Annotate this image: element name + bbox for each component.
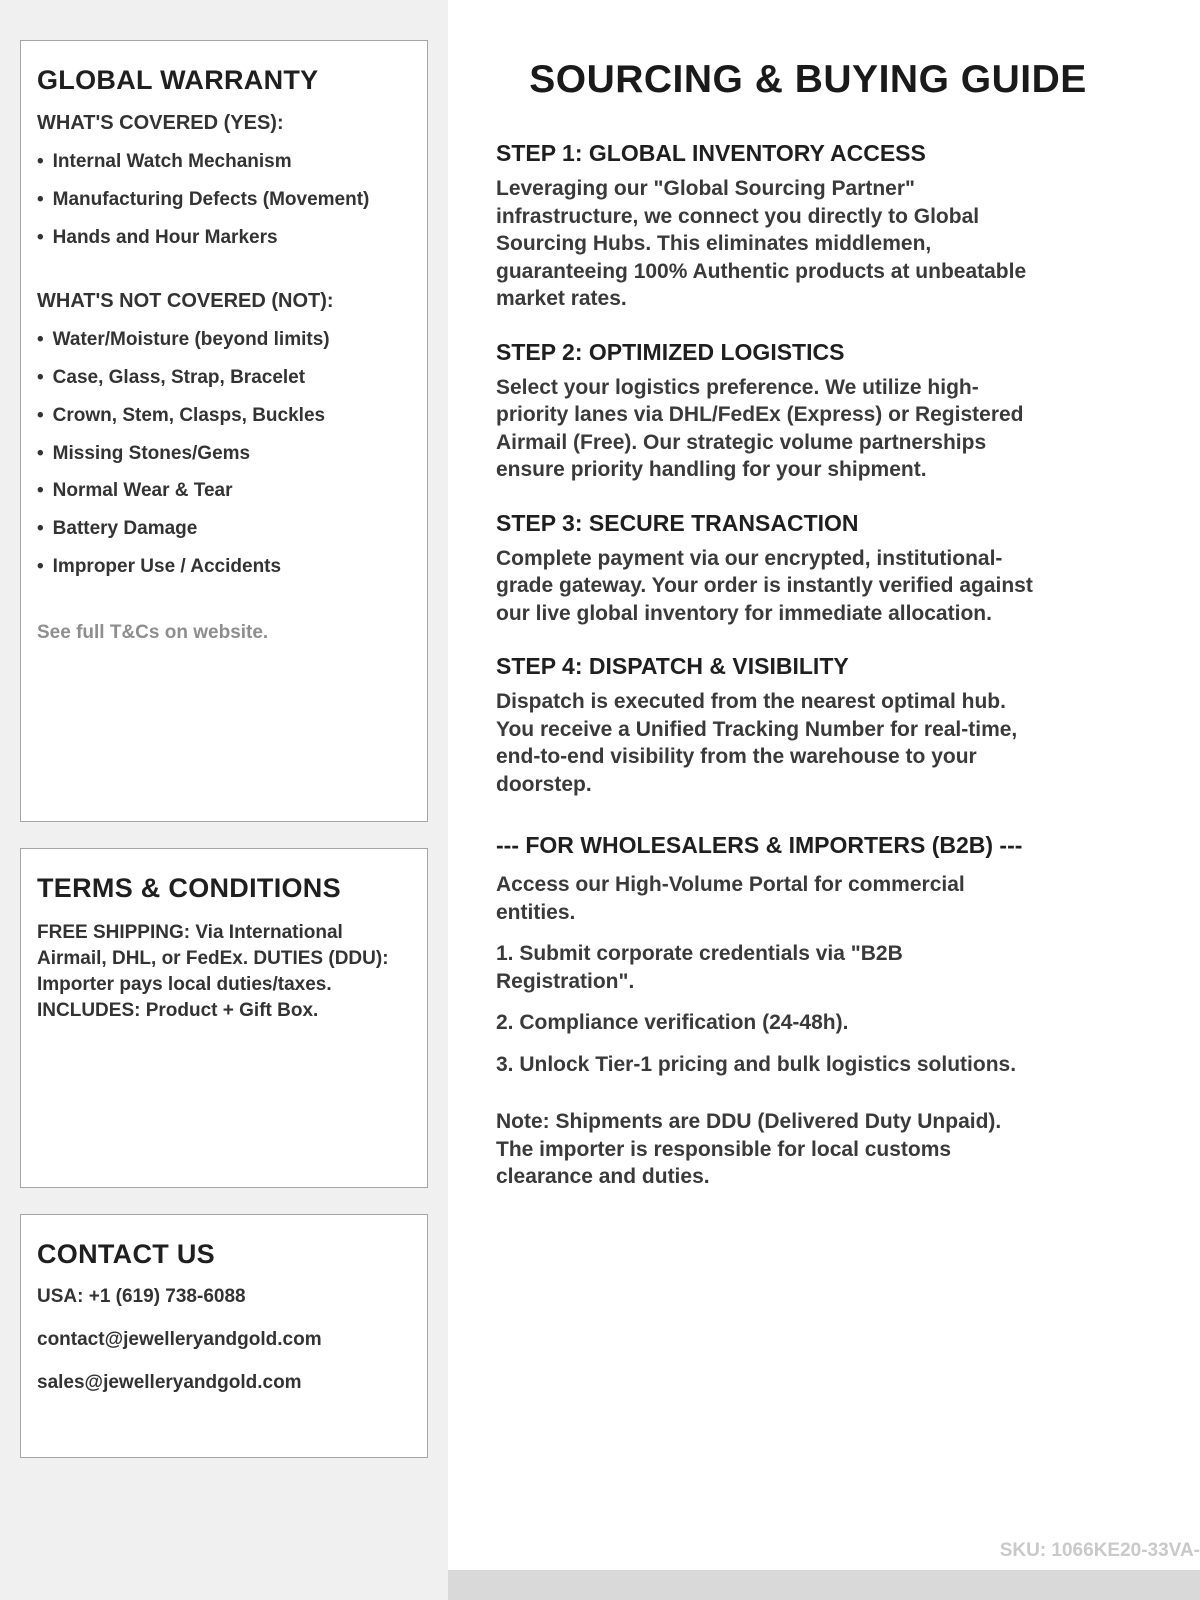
step-heading: STEP 4: DISPATCH & VISIBILITY — [496, 653, 849, 679]
contact-title: CONTACT US — [37, 1239, 215, 1269]
warranty-title: GLOBAL WARRANTY — [37, 65, 319, 95]
list-item: • Case, Glass, Strap, Bracelet — [37, 359, 411, 397]
not-covered-heading: WHAT'S NOT COVERED (NOT): — [37, 290, 334, 313]
sku-label: SKU: 1066KE20-33VA- — [999, 1540, 1200, 1561]
footer-bar — [448, 1570, 1200, 1600]
warranty-footnote: See full T&Cs on website. — [37, 621, 269, 643]
b2b-note: Note: Shipments are DDU (Delivered Duty Unpaid). The importer is responsible for local customs clearance and duties. — [496, 1110, 1002, 1188]
contact-email-primary: contact@jewelleryandgold.com — [37, 1329, 322, 1350]
terms-box — [20, 848, 428, 1188]
terms-title: TERMS & CONDITIONS — [37, 873, 341, 903]
covered-list — [37, 143, 411, 256]
step-body: Select your logistics preference. We utilize high-priority lanes via DHL/FedEx (Express) or Registered Airmail (Free). Our strategic volume partnerships ensure priority handling for your shipment. — [496, 375, 1024, 481]
page-title: SOURCING & BUYING GUIDE — [529, 58, 1087, 101]
step-body: Dispatch is executed from the nearest optimal hub. You receive a Unified Tracking Number for real-time, end-to-end visibility from the warehouse to your doorstep. — [496, 690, 1018, 796]
step-heading: STEP 2: OPTIMIZED LOGISTICS — [496, 338, 845, 365]
list-item: • Water/Moisture (beyond limits) — [37, 321, 411, 359]
b2b-item: 3. Unlock Tier-1 pricing and bulk logistics solutions. — [496, 1052, 1017, 1076]
b2b-item: 2. Compliance verification (24-48h). — [496, 1011, 849, 1034]
step-4 — [496, 653, 1120, 798]
list-item: • Hands and Hour Markers — [37, 219, 411, 257]
b2b-intro: Access our High-Volume Portal for commercial entities. — [496, 873, 965, 924]
list-item: • Normal Wear & Tear — [37, 472, 411, 510]
step-body: Leveraging our "Global Sourcing Partner" infrastructure, we connect you directly to Global Sourcing Hubs. This eliminates middlemen, guaranteeing 100% Authentic products at unbeatable market rates. — [496, 177, 1027, 310]
main-content — [448, 0, 1200, 1191]
b2b-section — [496, 832, 1120, 1191]
contact-box — [20, 1214, 428, 1458]
not-covered-list — [37, 321, 411, 585]
step-body: Complete payment via our encrypted, institutional-grade gateway. Your order is instantly verified against our live global inventory for immediate allocation. — [496, 546, 1033, 625]
step-1 — [496, 140, 1120, 313]
list-item: • Missing Stones/Gems — [37, 435, 411, 473]
b2b-heading: --- FOR WHOLESALERS & IMPORTERS (B2B) --- — [496, 832, 1023, 858]
list-item: • Internal Watch Mechanism — [37, 143, 411, 181]
contact-phone: USA: +1 (619) 738-6088 — [37, 1286, 246, 1307]
step-3 — [496, 510, 1120, 628]
contact-email-sales: sales@jewelleryandgold.com — [37, 1372, 302, 1393]
terms-body: FREE SHIPPING: Via International Airmail, DHL, or FedEx. DUTIES (DDU): Importer pays local duties/taxes. INCLUDES: Product + Gift Box. — [37, 922, 389, 1022]
list-item: • Manufacturing Defects (Movement) — [37, 181, 411, 219]
step-2 — [496, 339, 1120, 484]
list-item: • Crown, Stem, Clasps, Buckles — [37, 397, 411, 435]
list-item: • Battery Damage — [37, 510, 411, 548]
sidebar — [0, 0, 448, 1600]
covered-heading: WHAT'S COVERED (YES): — [37, 112, 284, 134]
b2b-item: 1. Submit corporate credentials via "B2B Registration". — [496, 942, 903, 993]
step-heading: STEP 1: GLOBAL INVENTORY ACCESS — [496, 140, 926, 166]
warranty-box — [20, 40, 428, 822]
step-heading: STEP 3: SECURE TRANSACTION — [496, 509, 859, 536]
list-item: • Improper Use / Accidents — [37, 548, 411, 586]
